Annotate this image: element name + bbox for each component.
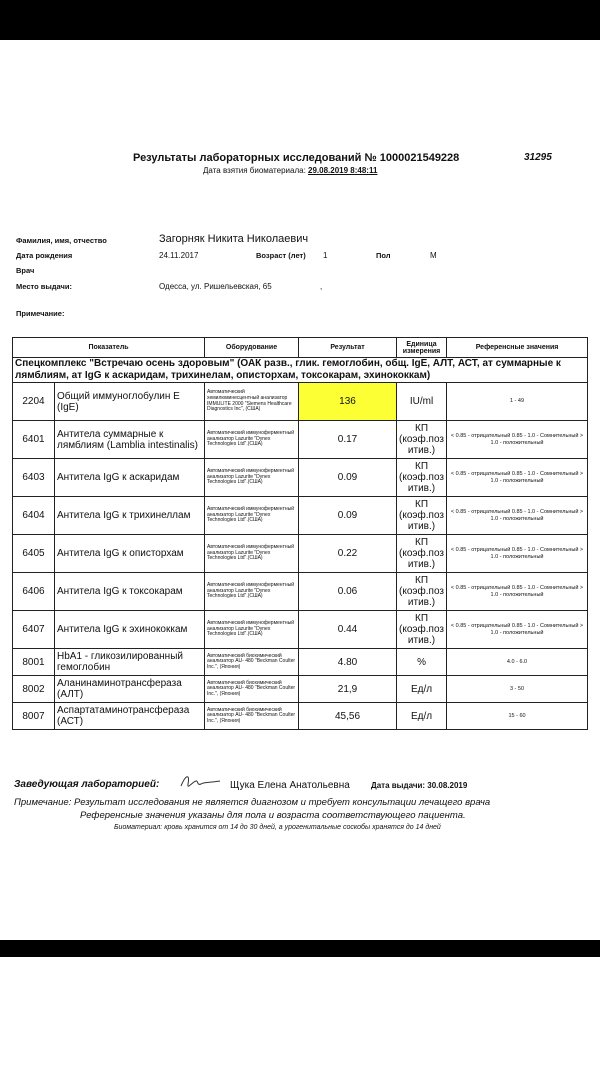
test-equipment: Автоматический иммуноферментный анализатор Lazurite "Dynex Technologies Ltd".(США) xyxy=(205,459,299,497)
sex-label: Пол xyxy=(376,251,391,260)
table-row xyxy=(13,649,588,676)
test-result: 0.17 xyxy=(299,421,397,459)
header-equipment: Оборудование xyxy=(205,338,299,358)
test-result: 45,56 xyxy=(299,703,397,730)
age-label: Возраст (лет) xyxy=(256,251,306,260)
table-row xyxy=(13,611,588,649)
test-code: 8007 xyxy=(13,703,55,730)
test-reference: < 0.85 - отрицательный 0.85 - 1.0 - Сомнительный > 1.0 - положительный xyxy=(447,573,588,611)
test-code: 6406 xyxy=(13,573,55,611)
test-unit: КП (коэф.поз итив.) xyxy=(397,535,447,573)
head-of-lab-name: Щука Елена Анатольевна xyxy=(230,780,350,791)
test-result: 0.09 xyxy=(299,497,397,535)
patient-name: Загорняк Никита Николаевич xyxy=(159,233,309,245)
document-title: Результаты лабораторных исследований № 1000021549228 xyxy=(133,152,460,164)
test-unit: IU/ml xyxy=(397,383,447,421)
test-equipment: Автоматический иммуноферментный анализатор Lazurite "Dynex Technologies Ltd".(США) xyxy=(205,497,299,535)
test-code: 6405 xyxy=(13,535,55,573)
test-name: Антитела IgG к описторхам xyxy=(55,535,205,573)
head-of-lab-label: Заведующая лабораторией: xyxy=(14,779,160,790)
test-result: 0.22 xyxy=(299,535,397,573)
issue-date-line xyxy=(371,781,467,790)
doctor-label: Врач xyxy=(16,266,35,275)
table-row xyxy=(13,573,588,611)
test-unit: КП (коэф.поз итив.) xyxy=(397,497,447,535)
test-reference: 3 - 50 xyxy=(447,676,588,703)
bottom-black-bar xyxy=(0,940,600,957)
test-reference: < 0.85 - отрицательный 0.85 - 1.0 - Сомнительный > 1.0 - положительный xyxy=(447,497,588,535)
table-row xyxy=(13,421,588,459)
test-reference: < 0.85 - отрицательный 0.85 - 1.0 - Сомнительный > 1.0 - положительный xyxy=(447,421,588,459)
test-name: Антитела IgG к токсокарам xyxy=(55,573,205,611)
test-code: 6404 xyxy=(13,497,55,535)
header-indicator: Показатель xyxy=(13,338,205,358)
note-label: Примечание: xyxy=(16,309,65,318)
dob-label: Дата рождения xyxy=(16,251,73,260)
test-name: Антитела IgG к аскаридам xyxy=(55,459,205,497)
sample-date-value: 29.08.2019 8:48:11 xyxy=(308,166,378,175)
test-code: 8002 xyxy=(13,676,55,703)
test-result: 0.09 xyxy=(299,459,397,497)
test-unit: Ед/л xyxy=(397,703,447,730)
table-row xyxy=(13,383,588,421)
header-reference: Референсные значения xyxy=(447,338,588,358)
test-equipment: Автоматический биохимический анализатор AU- 480 "Beckman Coulter Inc.", (Япония) xyxy=(205,676,299,703)
test-reference: 4.0 - 6.0 xyxy=(447,649,588,676)
test-unit: Ед/л xyxy=(397,676,447,703)
test-code: 8001 xyxy=(13,649,55,676)
test-equipment: Автоматический иммуноферментный анализатор Lazurite "Dynex Technologies Ltd".(США) xyxy=(205,611,299,649)
test-reference: < 0.85 - отрицательный 0.85 - 1.0 - Сомнительный > 1.0 - положительный xyxy=(447,611,588,649)
table-row xyxy=(13,535,588,573)
test-name: Аланинаминотрансфераза (АЛТ) xyxy=(55,676,205,703)
footer-note-2: Референсные значения указаны для пола и возраста соответствующего пациента. xyxy=(80,810,466,821)
complex-title: Спецкомплекс "Встречаю осень здоровым" (ОАК разв., глик. гемоглобин, общ. IgE, АЛТ, АСТ, ат суммарные к лямблиям, ат IgG к аскаридам, трихинелам, описторхам, токсокарам, эхинококкам) xyxy=(13,358,588,383)
test-equipment: Автоматический иммуноферментный анализатор Lazurite "Dynex Technologies Ltd".(США) xyxy=(205,535,299,573)
footer-note-1: Примечание: Результат исследования не является диагнозом и требует консультации лечащего врача xyxy=(14,797,491,808)
place-value: Одесса, ул. Ришельевская, 65 xyxy=(159,282,272,291)
test-reference: 15 - 60 xyxy=(447,703,588,730)
name-label: Фамилия, имя, отчество xyxy=(16,236,107,245)
test-reference: < 0.85 - отрицательный 0.85 - 1.0 - Сомнительный > 1.0 - положительный xyxy=(447,535,588,573)
test-code: 2204 xyxy=(13,383,55,421)
top-black-bar xyxy=(0,0,600,40)
test-result: 0.06 xyxy=(299,573,397,611)
test-result: 4.80 xyxy=(299,649,397,676)
table-header-row xyxy=(13,338,588,358)
test-reference: < 0.85 - отрицательный 0.85 - 1.0 - Сомнительный > 1.0 - положительный xyxy=(447,459,588,497)
header-unit: Единица измерения xyxy=(397,338,447,358)
test-unit: КП (коэф.поз итив.) xyxy=(397,611,447,649)
test-equipment: Автоматический хемилюминесцентный анализатор IMMULITE 2000 "Siemens Healthcare Diagnostics Inc", (США) xyxy=(205,383,299,421)
test-equipment: Автоматический биохимический анализатор AU- 480 "Beckman Coulter Inc.", (Япония) xyxy=(205,703,299,730)
test-result: 136 xyxy=(299,383,397,421)
footer-note-3: Биоматериал: кровь хранится от 14 до 30 дней, а урогенитальные соскобы хранятся до 14 дней xyxy=(114,824,441,831)
test-result: 21,9 xyxy=(299,676,397,703)
table-row xyxy=(13,676,588,703)
test-name: HbA1 - гликозилированный гемоглобин xyxy=(55,649,205,676)
test-result: 0.44 xyxy=(299,611,397,649)
table-row xyxy=(13,497,588,535)
test-name: Антитела суммарные к лямблиям (Lamblia intestinalis) xyxy=(55,421,205,459)
test-name: Антитела IgG к трихинеллам xyxy=(55,497,205,535)
results-table xyxy=(12,337,588,730)
test-code: 6403 xyxy=(13,459,55,497)
test-unit: КП (коэф.поз итив.) xyxy=(397,573,447,611)
issue-date-value: 30.08.2019 xyxy=(427,781,468,790)
test-name: Аспартатаминотрансфераза (АСТ) xyxy=(55,703,205,730)
signature-image xyxy=(178,772,222,792)
test-equipment: Автоматический иммуноферментный анализатор Lazurite "Dynex Technologies Ltd".(США) xyxy=(205,421,299,459)
sample-date-line xyxy=(203,166,377,175)
place-suffix: , xyxy=(320,282,323,291)
test-code: 6407 xyxy=(13,611,55,649)
sex-value: М xyxy=(430,251,437,260)
test-code: 6401 xyxy=(13,421,55,459)
test-reference: 1 - 49 xyxy=(447,383,588,421)
test-unit: % xyxy=(397,649,447,676)
table-row xyxy=(13,459,588,497)
test-name: Общий иммуноглобулин Е (IgE) xyxy=(55,383,205,421)
document-code: 31295 xyxy=(524,152,552,163)
issue-date-label: Дата выдачи: xyxy=(371,781,426,790)
table-row xyxy=(13,703,588,730)
sample-date-label: Дата взятия биоматериала: xyxy=(203,166,306,175)
test-unit: КП (коэф.поз итив.) xyxy=(397,421,447,459)
complex-row xyxy=(13,358,588,383)
test-unit: КП (коэф.поз итив.) xyxy=(397,459,447,497)
header-result: Результат xyxy=(299,338,397,358)
test-equipment: Автоматический иммуноферментный анализатор Lazurite "Dynex Technologies Ltd".(США) xyxy=(205,573,299,611)
age-value: 1 xyxy=(323,251,328,260)
place-label: Место выдачи: xyxy=(16,282,72,291)
dob-value: 24.11.2017 xyxy=(159,251,199,260)
test-equipment: Автоматический биохимический анализатор AU- 480 "Beckman Coulter Inc.", (Япония) xyxy=(205,649,299,676)
test-name: Антитела IgG к эхинококкам xyxy=(55,611,205,649)
